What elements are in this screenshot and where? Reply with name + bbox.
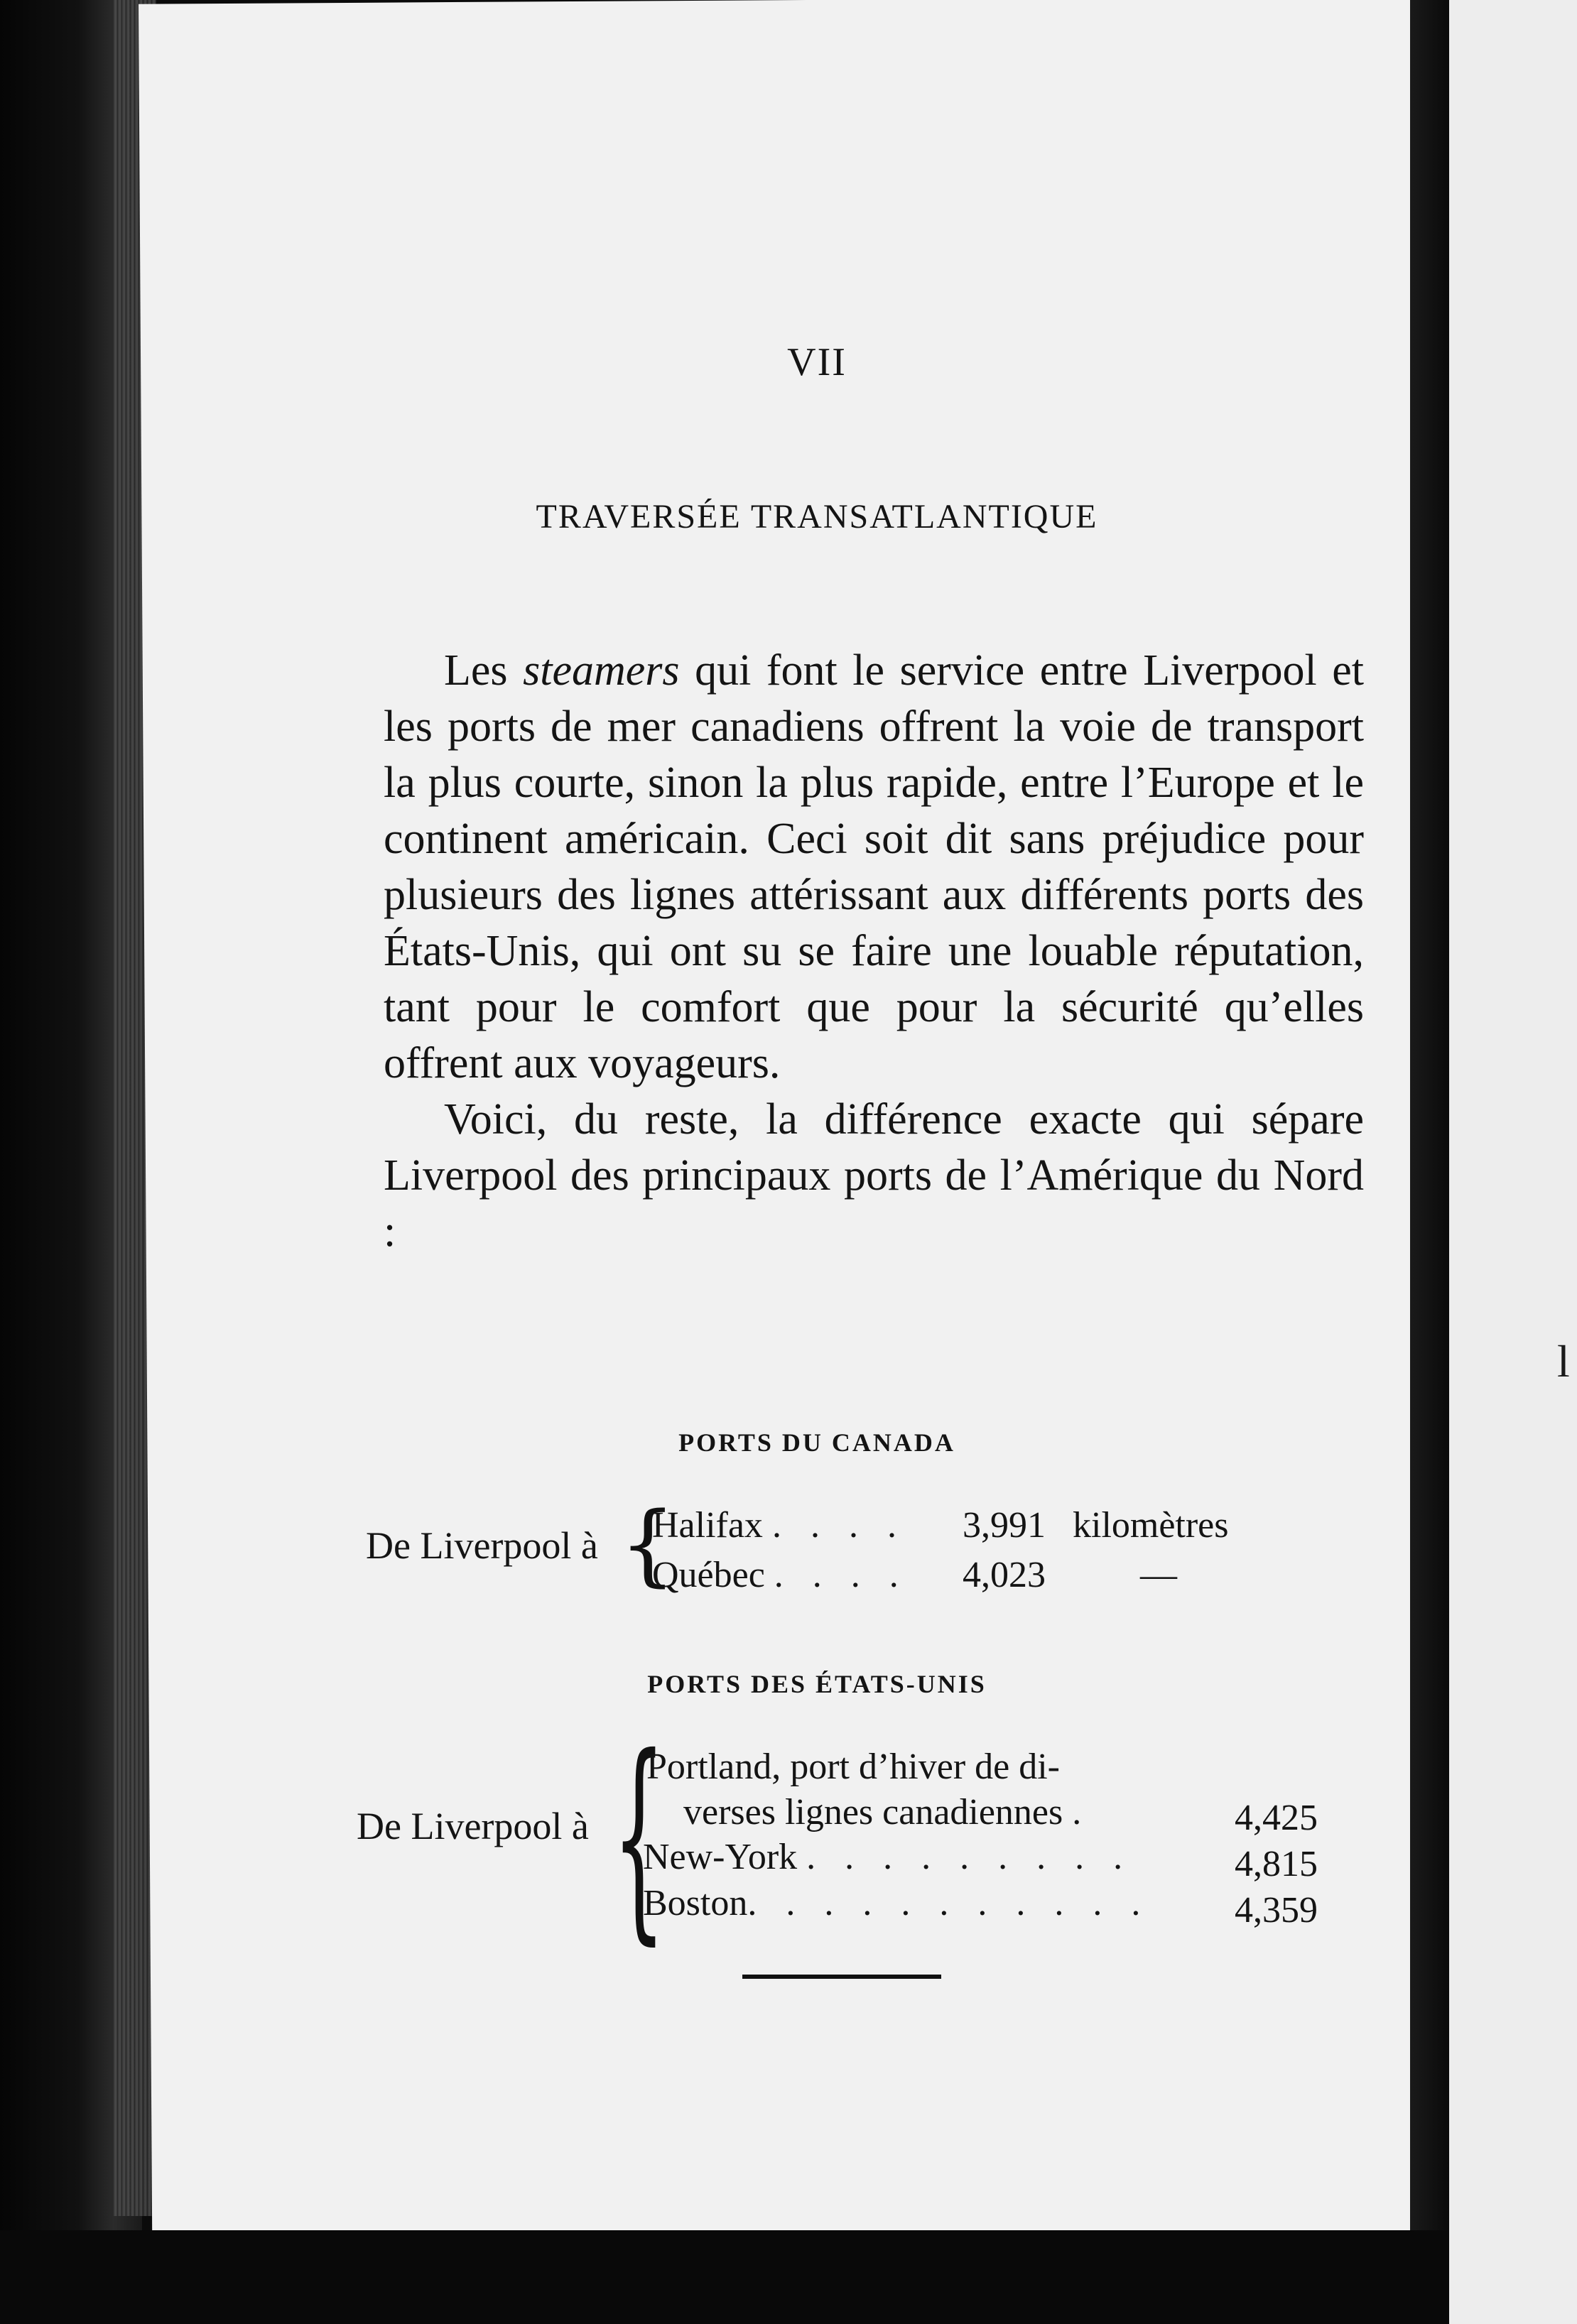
paragraph-1: Les steamers qui font le service entre Liverpool et les ports de mer canadiens offrent la voie de transport la plus courte, sinon la plus rapide, entre l’Europe et le continent américain. Ceci soit dit sans préjudice pour plusieurs des lignes attérissant aux différents ports des États-Unis, qui ont su se faire une louable réputation, tant pour le comfort que pour la sécurité qu’elles offrent aux voyageurs. <box>384 646 1364 1087</box>
distance-value: 4,425 <box>1235 1798 1318 1838</box>
italic-word: steamers <box>523 646 680 695</box>
section-heading-usa: PORTS DES ÉTATS-UNIS <box>647 1670 987 1698</box>
table-row: Boston. . . . . . . . . . . <box>643 1883 1151 1923</box>
ditto-mark: — <box>1140 1555 1177 1595</box>
distance-value: 4,815 <box>1235 1844 1318 1884</box>
paragraph-2: Voici, du reste, la différence exacte qui sépare Liverpool des principaux ports de l’Amérique du Nord : <box>384 1095 1364 1256</box>
row-label-usa: De Liverpool à <box>357 1805 589 1847</box>
table-row: Halifax . . . . <box>652 1505 906 1546</box>
body-text <box>384 643 1364 1260</box>
section-end-rule <box>742 1975 941 1979</box>
distance-value: 4,023 <box>963 1555 1046 1595</box>
row-label-canada: De Liverpool à <box>366 1524 598 1567</box>
distance-value: 3,991 <box>963 1505 1046 1546</box>
table-row: Québec . . . . <box>652 1555 909 1595</box>
distance-unit: kilomètres <box>1073 1505 1229 1546</box>
scan-border-bottom <box>0 2230 1449 2324</box>
chapter-title: TRAVERSÉE TRANSATLANTIQUE <box>536 498 1098 536</box>
table-row: Portland, port d’hiver de di- <box>646 1747 1060 1787</box>
table-row: verses lignes canadiennes . <box>683 1792 1092 1832</box>
table-row: New-York . . . . . . . . . <box>643 1837 1133 1877</box>
chapter-number: VII <box>787 340 847 384</box>
distance-value: 4,359 <box>1235 1890 1318 1931</box>
brace-canada: { <box>619 1493 676 1596</box>
section-heading-canada: PORTS DU CANADA <box>678 1428 955 1457</box>
next-page-fragment: l <box>1557 1336 1570 1386</box>
brace-usa: { <box>612 1709 666 1964</box>
